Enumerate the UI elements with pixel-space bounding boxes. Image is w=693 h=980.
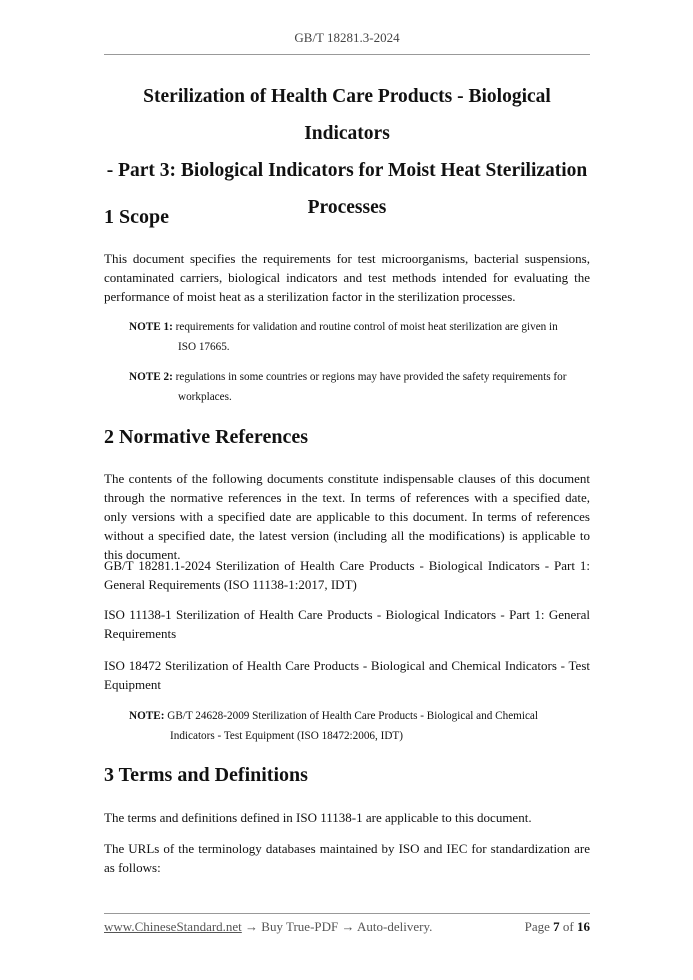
reference-3: ISO 18472 Sterilization of Health Care Products - Biological and Chemical Indicators - Test Equipment <box>104 658 590 692</box>
note-1-text: requirements for validation and routine control of moist heat sterilization are given in <box>175 321 558 333</box>
document-title <box>104 78 590 226</box>
normative-paragraph: The contents of the following documents constitute indispensable clauses of this document through the normative references in the text. In terms of references with a specified date, only versions with a specified date are applicable to this document. In terms of references without a specified date, the latest version (including all the modifications) is applicable to this document. <box>104 471 590 562</box>
terms-paragraph-2: The URLs of the terminology databases maintained by ISO and IEC for standardization are as follows: <box>104 841 590 875</box>
footer-links <box>104 919 432 935</box>
buy-pdf-text: Buy True-PDF <box>261 919 339 934</box>
note-label: NOTE: <box>129 710 165 722</box>
note-2-label: NOTE 2: <box>129 371 173 383</box>
note-2-text: regulations in some countries or regions may have provided the safety requirements for <box>175 371 567 383</box>
of-label: of <box>562 919 574 934</box>
running-header: GB/T 18281.3-2024 <box>294 30 400 45</box>
arrow-right-icon: → <box>341 919 355 934</box>
section-3-heading: 3 Terms and Definitions <box>104 764 308 786</box>
page-total: 16 <box>577 919 590 934</box>
auto-delivery-text: Auto-delivery. <box>357 919 433 934</box>
title-line-2: - Part 3: Biological Indicators for Moist Heat Sterilization <box>106 160 588 181</box>
reference-1: GB/T 18281.1-2024 Sterilization of Health Care Products - Biological Indicators - Part 1: General Requirements (ISO 11138-1:2017, IDT) <box>104 558 590 592</box>
chinesestandard-link[interactable]: www.ChineseStandard.net <box>104 919 242 934</box>
page-indicator <box>525 919 590 935</box>
footer-divider <box>104 913 590 914</box>
scope-paragraph: This document specifies the requirements for test microorganisms, bacterial suspensions, contaminated carriers, biological indicators and test methods intended for evaluating the performance of moist heat as a sterilization factor in the sterilization processes. <box>104 251 590 304</box>
title-line-3: Processes <box>307 197 387 218</box>
note-text: GB/T 24628-2009 Sterilization of Health Care Products - Biological and Chemical <box>167 710 539 722</box>
arrow-right-icon: → <box>245 919 259 934</box>
note-text-cont: Indicators - Test Equipment (ISO 18472:2006, IDT) <box>170 730 403 742</box>
title-line-1: Sterilization of Health Care Products - Biological Indicators <box>143 86 551 144</box>
page-label: Page <box>524 919 550 934</box>
note-1-text-cont: ISO 17665. <box>178 341 230 353</box>
note-references <box>129 706 590 746</box>
note-2 <box>129 367 590 407</box>
header-divider <box>104 54 590 55</box>
terms-paragraph-1: The terms and definitions defined in ISO 11138-1 are applicable to this document. <box>104 810 532 825</box>
note-1 <box>129 317 590 357</box>
note-1-label: NOTE 1: <box>129 321 173 333</box>
page-number: 7 <box>553 919 560 934</box>
note-2-text-cont: workplaces. <box>178 391 232 403</box>
reference-2: ISO 11138-1 Sterilization of Health Care Products - Biological Indicators - Part 1: General Requirements <box>104 607 590 641</box>
section-1-heading: 1 Scope <box>104 206 169 228</box>
section-2-heading: 2 Normative References <box>104 426 308 448</box>
